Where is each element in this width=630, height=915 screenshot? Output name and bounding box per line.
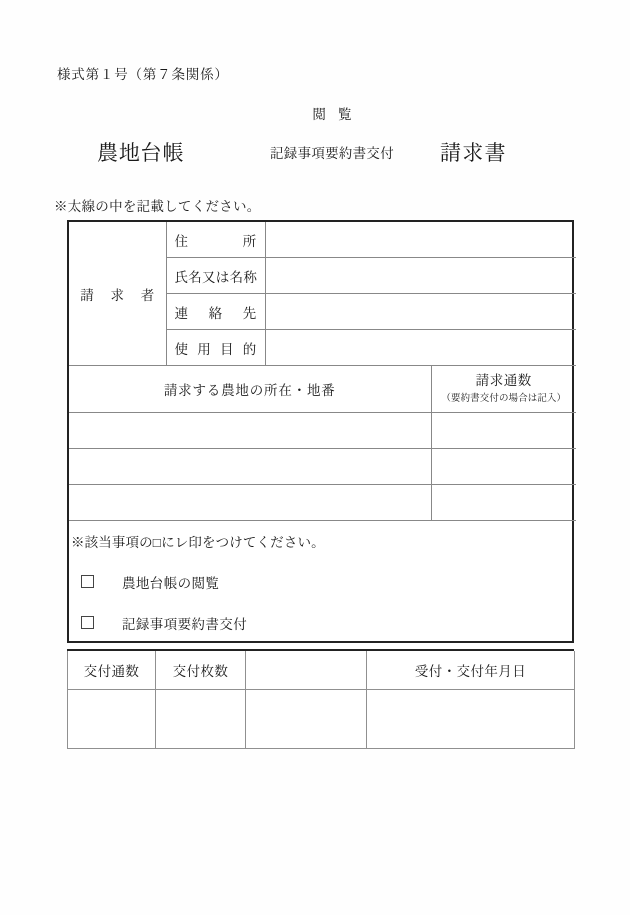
document-title-block <box>57 105 577 175</box>
main-form-table <box>67 220 574 643</box>
label-purpose-text: 使用目的 <box>174 341 257 357</box>
field-contact[interactable] <box>265 294 576 330</box>
table-row <box>69 366 576 413</box>
header-request-count-note: （要約書交付の場合は記入） <box>441 393 567 404</box>
field-parcel-location-3[interactable] <box>69 485 431 521</box>
checkbox-option-summary-label: 記録事項要約書交付 <box>122 616 248 632</box>
checkbox-option-browse[interactable] <box>81 572 576 592</box>
field-blank[interactable] <box>246 690 367 749</box>
label-contact-text: 連絡先 <box>174 305 257 321</box>
applicant-group-label-text: 請求者 <box>80 287 155 303</box>
field-request-count-3[interactable] <box>431 485 576 521</box>
checkbox-icon[interactable] <box>81 575 94 588</box>
checkbox-option-summary[interactable] <box>81 613 576 633</box>
label-name-text: 氏名又は名称 <box>174 269 258 285</box>
title-stack-bottom: 記録事項要約書交付 <box>270 146 394 162</box>
field-receipt-date[interactable] <box>367 690 575 749</box>
applicant-group-label <box>69 222 166 366</box>
field-issued-sheets[interactable] <box>156 690 246 749</box>
header-parcel-location <box>69 366 431 413</box>
title-tail: 請求書 <box>440 141 507 165</box>
table-row <box>69 485 576 521</box>
header-request-count-text: 請求通数 <box>475 373 532 389</box>
header-receipt-date: 受付・交付年月日 <box>367 651 575 690</box>
label-address <box>166 222 265 258</box>
field-request-count-2[interactable] <box>431 449 576 485</box>
header-parcel-location-text: 請求する農地の所在・地番 <box>163 383 336 398</box>
header-request-count <box>431 366 576 413</box>
form-number: 様式第１号（第７条関係） <box>57 67 229 82</box>
table-row <box>68 651 575 690</box>
field-parcel-location-1[interactable] <box>69 413 431 449</box>
table-row <box>69 449 576 485</box>
title-stack <box>242 105 422 162</box>
title-lead: 農地台帳 <box>97 141 185 165</box>
instruction-text: ※太線の中を記載してください。 <box>54 199 261 214</box>
field-address[interactable] <box>265 222 576 258</box>
field-request-count-1[interactable] <box>431 413 576 449</box>
field-purpose[interactable] <box>265 330 576 366</box>
office-use-table <box>67 649 574 749</box>
label-name <box>166 258 265 294</box>
table-row <box>69 222 576 258</box>
table-row <box>69 521 576 641</box>
title-stack-top: 閲覧 <box>312 107 364 122</box>
checkbox-option-browse-label: 農地台帳の閲覧 <box>122 575 220 591</box>
header-issued-count: 交付通数 <box>68 651 156 690</box>
checkbox-section <box>69 521 576 641</box>
field-name[interactable] <box>265 258 576 294</box>
checkbox-section-note: ※該当事項の□にレ印をつけてください。 <box>71 534 325 550</box>
header-blank <box>246 651 367 690</box>
label-address-text: 住所 <box>174 233 257 249</box>
field-parcel-location-2[interactable] <box>69 449 431 485</box>
field-issued-count[interactable] <box>68 690 156 749</box>
label-purpose <box>166 330 265 366</box>
table-row <box>69 413 576 449</box>
checkbox-icon[interactable] <box>81 616 94 629</box>
header-issued-sheets: 交付枚数 <box>156 651 246 690</box>
table-row <box>68 690 575 749</box>
label-contact <box>166 294 265 330</box>
